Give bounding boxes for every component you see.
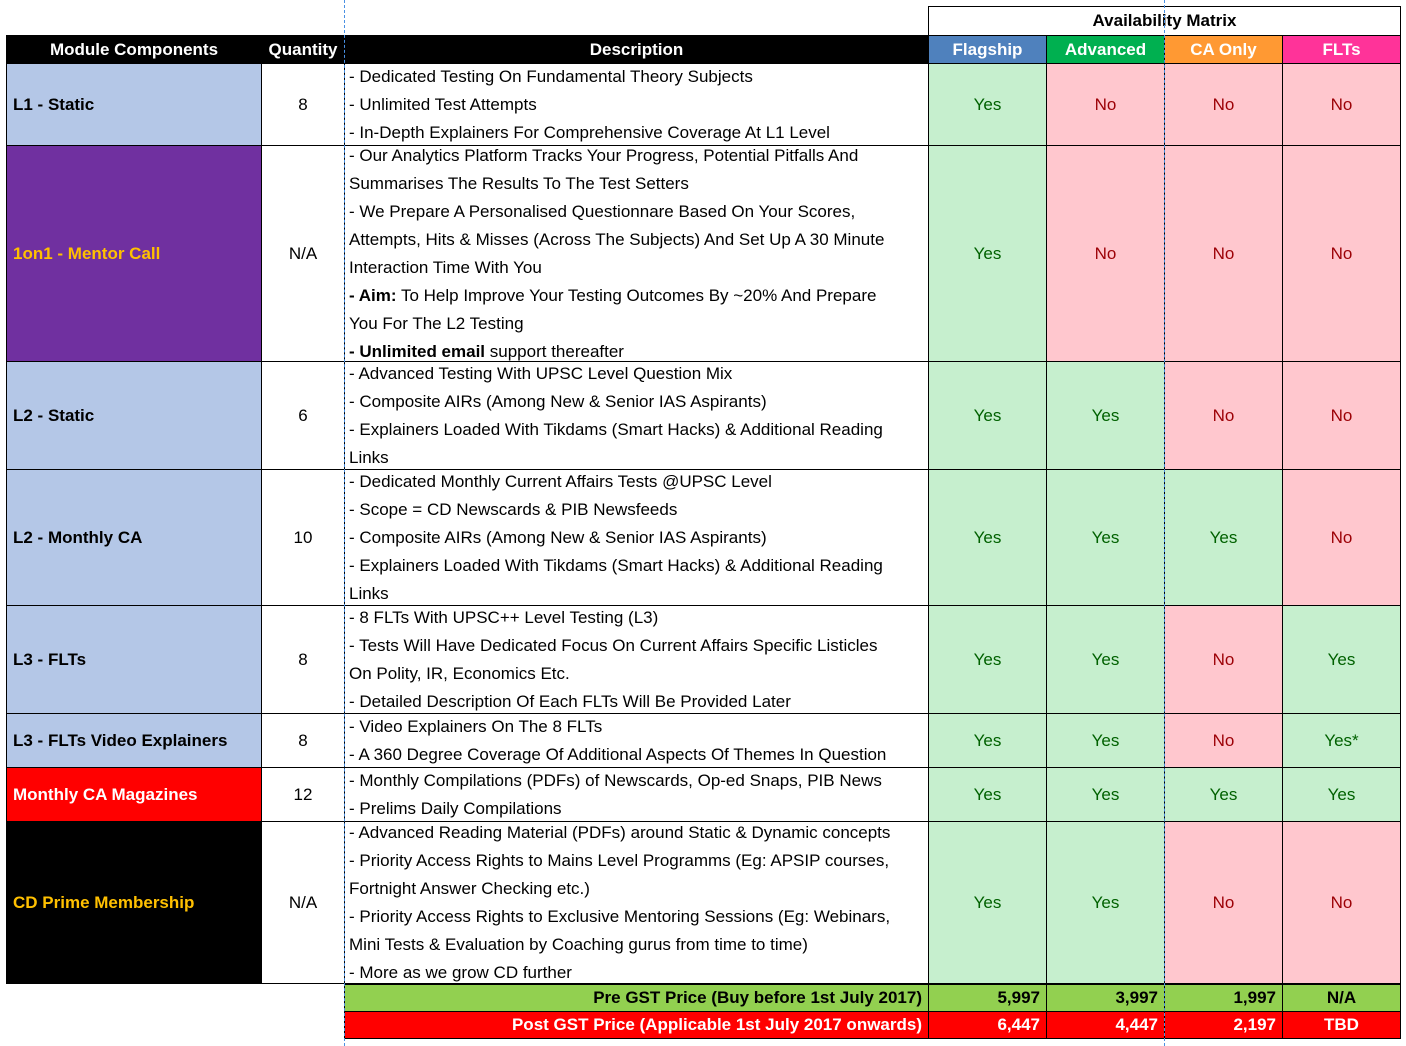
description-line: - Scope = CD Newscards & PIB Newsfeeds (349, 499, 678, 519)
bold-prefix: - Aim: (349, 285, 397, 305)
module-description (344, 361, 929, 470)
module-quantity: 8 (261, 713, 345, 768)
header-plan-flts: FLTs (1282, 35, 1401, 64)
description-line: Fortnight Answer Checking etc.) (349, 878, 590, 898)
description-text: To Help Improve Your Testing Outcomes By ~20% And Prepare (400, 285, 877, 305)
description-line: On Polity, IR, Economics Etc. (349, 663, 570, 683)
availability-advanced: Yes (1046, 713, 1165, 768)
post-gst-price-ca-only: 2,197 (1164, 1011, 1283, 1039)
availability-flagship: Yes (928, 469, 1047, 606)
description-line: - Our Analytics Platform Tracks Your Progress, Potential Pitfalls And (349, 145, 859, 165)
description-line: - We Prepare A Personalised Questionnare Based On Your Scores, (349, 201, 856, 221)
module-description (344, 145, 929, 362)
description-line: - A 360 Degree Coverage Of Additional Aspects Of Themes In Question (349, 744, 887, 764)
pre-gst-price-advanced: 3,997 (1046, 984, 1165, 1012)
module-name: L1 - Static (6, 63, 262, 146)
description-line: - Video Explainers On The 8 FLTs (349, 716, 603, 736)
description-line: - Advanced Testing With UPSC Level Question Mix (349, 363, 733, 383)
availability-flagship: Yes (928, 821, 1047, 984)
module-description (344, 767, 929, 822)
module-name: L2 - Static (6, 361, 262, 470)
description-line: Summarises The Results To The Test Setters (349, 173, 689, 193)
availability-flagship: Yes (928, 63, 1047, 146)
availability-ca-only: No (1164, 361, 1283, 470)
availability-ca-only: No (1164, 713, 1283, 768)
description-line: - More as we grow CD further (349, 962, 572, 982)
availability-flts: Yes (1282, 767, 1401, 822)
description-line: Attempts, Hits & Misses (Across The Subjects) And Set Up A 30 Minute (349, 229, 885, 249)
header-plan-advanced: Advanced (1046, 35, 1165, 64)
description-line: - 8 FLTs With UPSC++ Level Testing (L3) (349, 607, 659, 627)
availability-flts: No (1282, 821, 1401, 984)
module-description (344, 63, 929, 146)
module-quantity: 8 (261, 63, 345, 146)
description-line: - Composite AIRs (Among New & Senior IAS Aspirants) (349, 527, 767, 547)
description-line: - In-Depth Explainers For Comprehensive Coverage At L1 Level (349, 122, 830, 142)
pre-gst-price-label: Pre GST Price (Buy before 1st July 2017) (344, 984, 929, 1012)
description-line: - Unlimited Test Attempts (349, 94, 537, 114)
availability-advanced: Yes (1046, 605, 1165, 714)
description-line: - Dedicated Monthly Current Affairs Tests @UPSC Level (349, 471, 772, 491)
availability-ca-only: Yes (1164, 469, 1283, 606)
module-description (344, 713, 929, 768)
module-name: Monthly CA Magazines (6, 767, 262, 822)
module-name: 1on1 - Mentor Call (6, 145, 262, 362)
description-line: - Explainers Loaded With Tikdams (Smart Hacks) & Additional Reading (349, 555, 883, 575)
module-description (344, 605, 929, 714)
availability-flagship: Yes (928, 361, 1047, 470)
post-gst-price-label: Post GST Price (Applicable 1st July 2017 onwards) (344, 1011, 929, 1039)
description-line: - Monthly Compilations (PDFs) of Newscards, Op-ed Snaps, PIB News (349, 770, 882, 790)
availability-advanced: Yes (1046, 469, 1165, 606)
availability-flts: No (1282, 469, 1401, 606)
post-gst-price-advanced: 4,447 (1046, 1011, 1165, 1039)
availability-flagship: Yes (928, 145, 1047, 362)
module-name: L3 - FLTs Video Explainers (6, 713, 262, 768)
availability-ca-only: No (1164, 63, 1283, 146)
availability-flagship: Yes (928, 605, 1047, 714)
module-name: L2 - Monthly CA (6, 469, 262, 606)
module-description (344, 821, 929, 984)
description-line: - Tests Will Have Dedicated Focus On Current Affairs Specific Listicles (349, 635, 878, 655)
availability-advanced: No (1046, 145, 1165, 362)
pre-gst-price-flts: N/A (1282, 984, 1401, 1012)
header-plan-ca-only: CA Only (1164, 35, 1283, 64)
availability-flts: Yes* (1282, 713, 1401, 768)
post-gst-price-flagship: 6,447 (928, 1011, 1047, 1039)
availability-flagship: Yes (928, 713, 1047, 768)
availability-flts: No (1282, 361, 1401, 470)
pre-gst-price-flagship: 5,997 (928, 984, 1047, 1012)
description-line: Interaction Time With You (349, 257, 542, 277)
availability-advanced: No (1046, 63, 1165, 146)
availability-ca-only: No (1164, 145, 1283, 362)
module-name: CD Prime Membership (6, 821, 262, 984)
description-line: - Composite AIRs (Among New & Senior IAS Aspirants) (349, 391, 767, 411)
description-line: Mini Tests & Evaluation by Coaching gurus from time to time) (349, 934, 808, 954)
header-plan-flagship: Flagship (928, 35, 1047, 64)
availability-ca-only: No (1164, 821, 1283, 984)
availability-flagship: Yes (928, 767, 1047, 822)
module-name: L3 - FLTs (6, 605, 262, 714)
description-line: Links (349, 583, 389, 603)
description-text: support thereafter (489, 341, 624, 361)
header-quantity: Quantity (261, 35, 345, 64)
post-gst-price-flts: TBD (1282, 1011, 1401, 1039)
availability-advanced: Yes (1046, 821, 1165, 984)
availability-matrix-title: Availability Matrix (928, 6, 1401, 36)
module-description (344, 469, 929, 606)
module-quantity: 10 (261, 469, 345, 606)
header-module-components: Module Components (6, 35, 262, 64)
description-line: - Dedicated Testing On Fundamental Theory Subjects (349, 66, 753, 86)
module-quantity: N/A (261, 821, 345, 984)
description-line (349, 282, 876, 310)
pre-gst-price-ca-only: 1,997 (1164, 984, 1283, 1012)
module-quantity: 6 (261, 361, 345, 470)
description-line: Links (349, 447, 389, 467)
module-quantity: 12 (261, 767, 345, 822)
description-line: - Advanced Reading Material (PDFs) around Static & Dynamic concepts (349, 822, 891, 842)
availability-flts: Yes (1282, 605, 1401, 714)
module-quantity: 8 (261, 605, 345, 714)
description-line: - Prelims Daily Compilations (349, 798, 562, 818)
header-description: Description (344, 35, 929, 64)
availability-advanced: Yes (1046, 361, 1165, 470)
description-line: - Priority Access Rights to Exclusive Mentoring Sessions (Eg: Webinars, (349, 906, 891, 926)
description-line: You For The L2 Testing (349, 313, 524, 333)
availability-advanced: Yes (1046, 767, 1165, 822)
availability-flts: No (1282, 63, 1401, 146)
description-line: - Explainers Loaded With Tikdams (Smart Hacks) & Additional Reading (349, 419, 883, 439)
page-break-guide (344, 0, 345, 1046)
module-quantity: N/A (261, 145, 345, 362)
availability-ca-only: Yes (1164, 767, 1283, 822)
description-line: - Priority Access Rights to Mains Level Programms (Eg: APSIP courses, (349, 850, 890, 870)
page-break-guide (1164, 0, 1165, 1046)
bold-prefix: - Unlimited email (349, 341, 486, 361)
description-line: - Detailed Description Of Each FLTs Will Be Provided Later (349, 691, 791, 711)
availability-ca-only: No (1164, 605, 1283, 714)
availability-flts: No (1282, 145, 1401, 362)
